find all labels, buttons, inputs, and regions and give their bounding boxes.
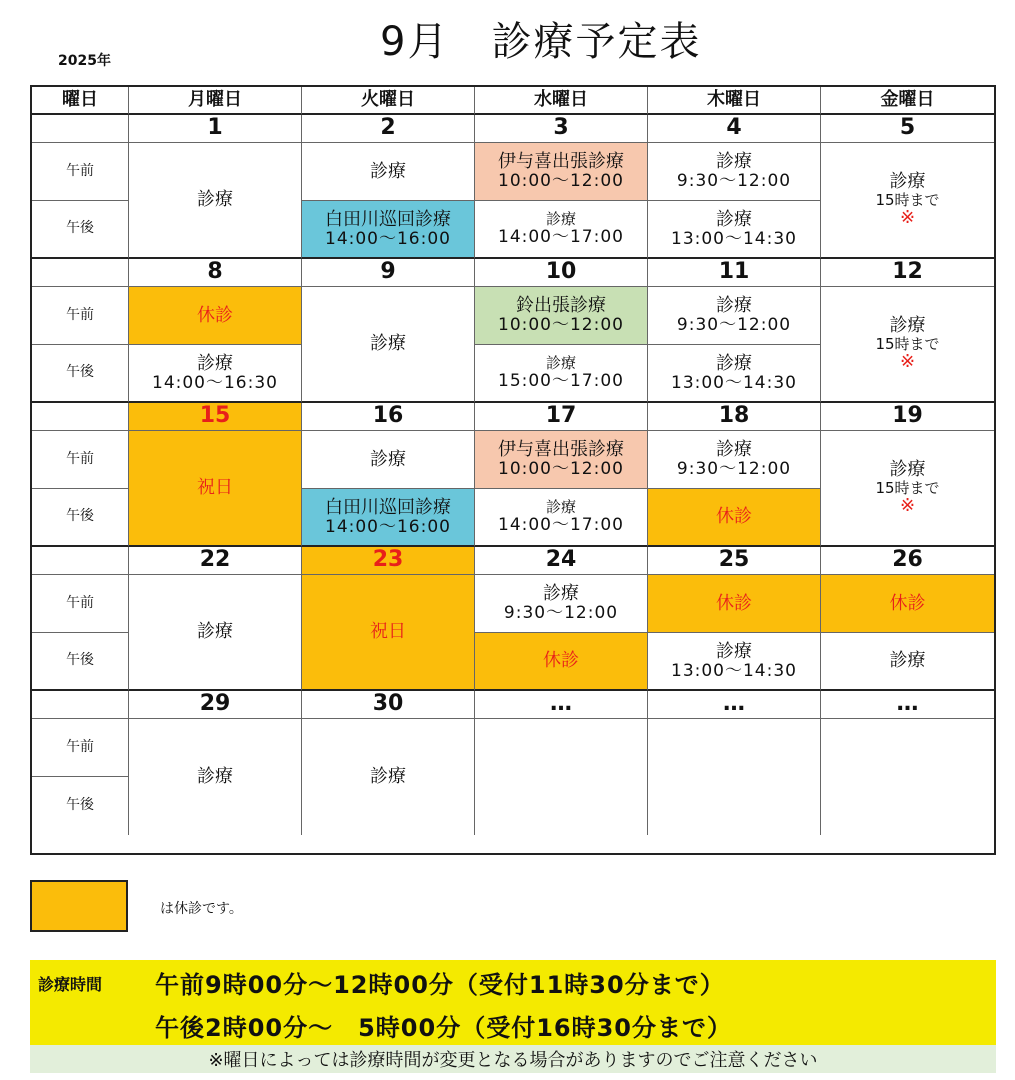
clinic-until: 15時まで	[875, 478, 940, 497]
schedule-cell	[821, 431, 994, 547]
pm-label: 午後	[32, 777, 129, 835]
schedule-cell	[475, 201, 648, 259]
clinic-name: 鈴出張診療	[516, 295, 606, 317]
clinic-time: 13:00〜14:30	[671, 228, 797, 249]
year-label: 2025年	[58, 53, 111, 69]
date-number: 30	[302, 691, 475, 719]
empty-cell	[648, 719, 821, 835]
pm-label: 午後	[32, 345, 129, 403]
clinic-time: 14:00〜16:00	[325, 516, 451, 537]
clinic-time: 14:00〜17:00	[498, 226, 624, 247]
schedule-cell	[648, 143, 821, 201]
holiday-cell: 祝日	[302, 575, 475, 691]
date-number: 1	[129, 115, 302, 143]
clinic-name: 診療	[543, 583, 579, 605]
clinic-name: 白田川巡回診療	[325, 496, 451, 518]
closed-cell: 休診	[648, 575, 821, 633]
date-row-spacer	[32, 691, 129, 719]
remote-clinic-cell	[475, 287, 648, 345]
closed-cell: 休診	[475, 633, 648, 691]
clinic-time: 14:00〜16:00	[325, 228, 451, 249]
header-wednesday: 水曜日	[475, 87, 648, 115]
remote-clinic-cell	[475, 143, 648, 201]
date-number: 16	[302, 403, 475, 431]
schedule-cell	[475, 345, 648, 403]
hours-morning: 午前9時00分〜12時00分（受付11時30分まで）	[155, 971, 725, 999]
schedule-cell	[648, 633, 821, 691]
date-number: 19	[821, 403, 994, 431]
schedule-cell	[648, 431, 821, 489]
header-tuesday: 火曜日	[302, 87, 475, 115]
clinic-time: 13:00〜14:30	[671, 660, 797, 681]
am-label: 午前	[32, 719, 129, 777]
date-number: 5	[821, 115, 994, 143]
note-mark: ※	[899, 495, 916, 517]
schedule-cell: 診療	[302, 719, 475, 835]
am-label: 午前	[32, 143, 129, 201]
schedule-cell	[821, 287, 994, 403]
header-weekday: 曜日	[32, 87, 129, 115]
date-number: 9	[302, 259, 475, 287]
schedule-cell	[821, 143, 994, 259]
empty-cell	[475, 719, 648, 835]
schedule-cell: 診療	[129, 575, 302, 691]
date-number: 26	[821, 547, 994, 575]
date-number: 18	[648, 403, 821, 431]
schedule-cell	[129, 345, 302, 403]
date-number: 17	[475, 403, 648, 431]
clinic-name: 診療	[716, 295, 752, 317]
date-number: 24	[475, 547, 648, 575]
remote-clinic-cell	[302, 489, 475, 547]
clinic-time: 9:30〜12:00	[503, 603, 619, 624]
closed-cell: 休診	[129, 287, 302, 345]
clinic-time: 13:00〜14:30	[671, 372, 797, 393]
clinic-name: 診療	[716, 640, 752, 662]
schedule-cell	[648, 201, 821, 259]
date-row-spacer	[32, 115, 129, 143]
note-mark: ※	[899, 207, 916, 229]
note-mark: ※	[899, 351, 916, 373]
date-number: 25	[648, 547, 821, 575]
header-friday: 金曜日	[821, 87, 994, 115]
date-row-spacer	[32, 403, 129, 431]
schedule-cell: 診療	[302, 287, 475, 403]
date-number: 8	[129, 259, 302, 287]
date-number: 4	[648, 115, 821, 143]
clinic-name: 白田川巡回診療	[325, 208, 451, 230]
clinic-time: 15:00〜17:00	[498, 370, 624, 391]
date-ellipsis: …	[821, 691, 994, 719]
date-number: 12	[821, 259, 994, 287]
schedule-cell: 診療	[129, 719, 302, 835]
page-title: 9月 診療予定表	[380, 19, 702, 65]
schedule-cell: 診療	[129, 143, 302, 259]
clinic-time: 9:30〜12:00	[676, 171, 792, 192]
header-monday: 月曜日	[129, 87, 302, 115]
hours-afternoon: 午後2時00分〜 5時00分（受付16時30分まで）	[155, 1014, 732, 1042]
date-ellipsis: …	[475, 691, 648, 719]
header-thursday: 木曜日	[648, 87, 821, 115]
remote-clinic-cell	[475, 431, 648, 489]
am-label: 午前	[32, 575, 129, 633]
date-number: 11	[648, 259, 821, 287]
clinic-until: 15時まで	[875, 334, 940, 353]
closed-cell: 休診	[648, 489, 821, 547]
clinic-name: 診療	[197, 352, 233, 374]
clinic-name: 診療	[716, 208, 752, 230]
pm-label: 午後	[32, 633, 129, 691]
clinic-name: 診療	[889, 170, 926, 192]
clinic-time: 9:30〜12:00	[676, 459, 792, 480]
schedule-cell: 診療	[302, 431, 475, 489]
closed-legend-text: は休診です。	[160, 901, 243, 917]
clinic-name: 診療	[716, 151, 752, 173]
date-number-holiday: 15	[129, 403, 302, 431]
holiday-cell: 祝日	[129, 431, 302, 547]
closed-cell: 休診	[821, 575, 994, 633]
clinic-name: 診療	[545, 498, 576, 517]
date-number-holiday: 23	[302, 547, 475, 575]
date-ellipsis: …	[648, 691, 821, 719]
pm-label: 午後	[32, 489, 129, 547]
pm-label: 午後	[32, 201, 129, 259]
am-label: 午前	[32, 431, 129, 489]
clinic-name: 診療	[545, 210, 576, 229]
schedule-cell: 診療	[302, 143, 475, 201]
clinic-name: 診療	[889, 458, 926, 480]
clinic-name: 診療	[545, 354, 576, 373]
closed-legend-swatch	[30, 880, 128, 932]
footnote: ※曜日によっては診療時間が変更となる場合がありますのでご注意ください	[30, 1045, 996, 1073]
empty-cell	[821, 719, 994, 835]
clinic-time: 10:00〜12:00	[498, 459, 624, 480]
date-number: 29	[129, 691, 302, 719]
date-number: 22	[129, 547, 302, 575]
date-row-spacer	[32, 547, 129, 575]
schedule-cell	[648, 345, 821, 403]
schedule-table	[30, 85, 996, 855]
clinic-name: 伊与喜出張診療	[498, 151, 624, 173]
clinic-time: 9:30〜12:00	[676, 315, 792, 336]
clinic-name: 伊与喜出張診療	[498, 439, 624, 461]
schedule-cell	[475, 575, 648, 633]
clinic-until: 15時まで	[875, 190, 940, 209]
hours-label: 診療時間	[38, 975, 103, 994]
clinic-name: 診療	[716, 439, 752, 461]
clinic-time: 10:00〜12:00	[498, 171, 624, 192]
am-label: 午前	[32, 287, 129, 345]
date-number: 2	[302, 115, 475, 143]
date-number: 10	[475, 259, 648, 287]
date-row-spacer	[32, 259, 129, 287]
clinic-time: 14:00〜17:00	[498, 514, 624, 535]
schedule-cell: 診療	[821, 633, 994, 691]
remote-clinic-cell	[302, 201, 475, 259]
schedule-cell	[648, 287, 821, 345]
clinic-name: 診療	[716, 352, 752, 374]
clinic-time: 10:00〜12:00	[498, 315, 624, 336]
clinic-time: 14:00〜16:30	[152, 372, 278, 393]
clinic-name: 診療	[889, 314, 926, 336]
schedule-cell	[475, 489, 648, 547]
date-number: 3	[475, 115, 648, 143]
